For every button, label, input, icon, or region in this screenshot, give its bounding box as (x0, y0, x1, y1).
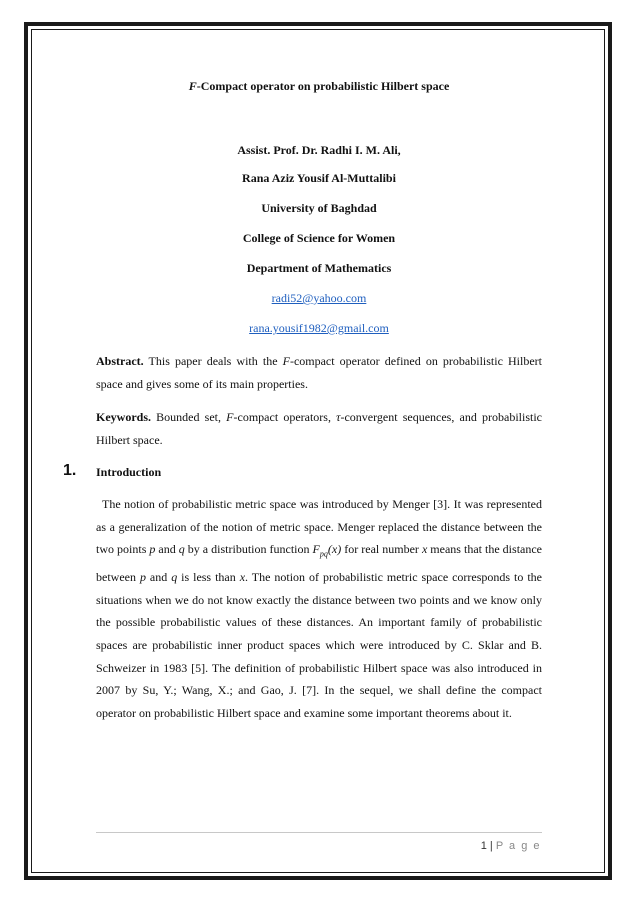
math-F: F (312, 542, 320, 557)
email-link-1[interactable]: radi52@yahoo.com (271, 291, 367, 305)
math-pq-subscript: pq (319, 549, 328, 559)
keywords-paragraph (96, 406, 542, 451)
title-text: -Compact operator on probabilistic Hilbert space (196, 79, 450, 93)
math-x: x (421, 542, 428, 557)
section-title: Introduction (96, 465, 162, 479)
footer-separator: | (486, 840, 496, 852)
intro-text: and (145, 570, 172, 585)
title-f-symbol: F (188, 79, 197, 93)
college: College of Science for Women (242, 231, 396, 245)
author-line-2: Rana Aziz Yousif Al-Muttalibi (242, 171, 396, 185)
keywords-label: Keywords. (96, 410, 151, 424)
page-number: 1 (480, 840, 487, 852)
keywords-text: Bounded set, (151, 410, 227, 424)
abstract-paragraph (96, 350, 542, 395)
math-p: p (149, 542, 156, 557)
intro-text: The notion of probabilistic metric space was introduced by Menger [3]. It was represented as a generalization of the notion of metric space. Menger replaced the distance between the two points (96, 497, 542, 557)
department: Department of Mathematics (246, 261, 392, 275)
math-p: p (139, 570, 146, 585)
abstract-label: Abstract. (96, 354, 144, 368)
intro-text: is less than (177, 570, 240, 585)
intro-text: and (155, 542, 179, 557)
section-number: 1. (63, 462, 77, 479)
page-footer (481, 840, 541, 852)
page-label: P a g e (495, 840, 541, 852)
math-q: q (178, 542, 185, 557)
paper-title (0, 79, 638, 94)
email-link-2[interactable]: rana.yousif1982@gmail.com (249, 321, 389, 335)
intro-text: . The notion of probabilistic metric space corresponds to the situations when we do not know exactly the distance between two points and we know only the possible probabilistic values of these distances. An important family of probabilistic spaces are probabilistic inner product spaces which were introduced by C. Sklar and B. Schweizer in 1983 [5]. The definition of probabilistic Hilbert space was also introduced in 2007 by Su, Y.; Wang, X.; and Gao, J. [7]. In the sequel, we shall define the compact operator on probabilistic Hilbert space and examine some important theorems about it. (96, 570, 542, 720)
author-line-1: Assist. Prof. Dr. Radhi I. M. Ali, (237, 143, 401, 157)
abstract-text: -compact operator defined on probabilistic Hilbert space and gives some of its main properties. (96, 354, 542, 391)
keywords-tau-symbol: τ (336, 410, 341, 424)
footer-rule (96, 832, 542, 833)
math-x: x (239, 570, 246, 585)
intro-text: means that the distance between (96, 542, 543, 585)
intro-text: for real number (341, 542, 422, 557)
introduction-paragraph (96, 493, 542, 724)
math-q: q (171, 570, 178, 585)
keywords-f-symbol: F (226, 410, 234, 424)
abstract-text: This paper deals with the (143, 354, 283, 368)
university: University of Baghdad (261, 201, 377, 215)
math-x-arg: (x) (327, 542, 342, 557)
keywords-text: -convergent sequences, and probabilistic Hilbert space. (96, 410, 543, 447)
keywords-text: -compact operators, (233, 410, 337, 424)
abstract-f-symbol: F (282, 354, 290, 368)
intro-text: by a distribution function (184, 542, 313, 557)
